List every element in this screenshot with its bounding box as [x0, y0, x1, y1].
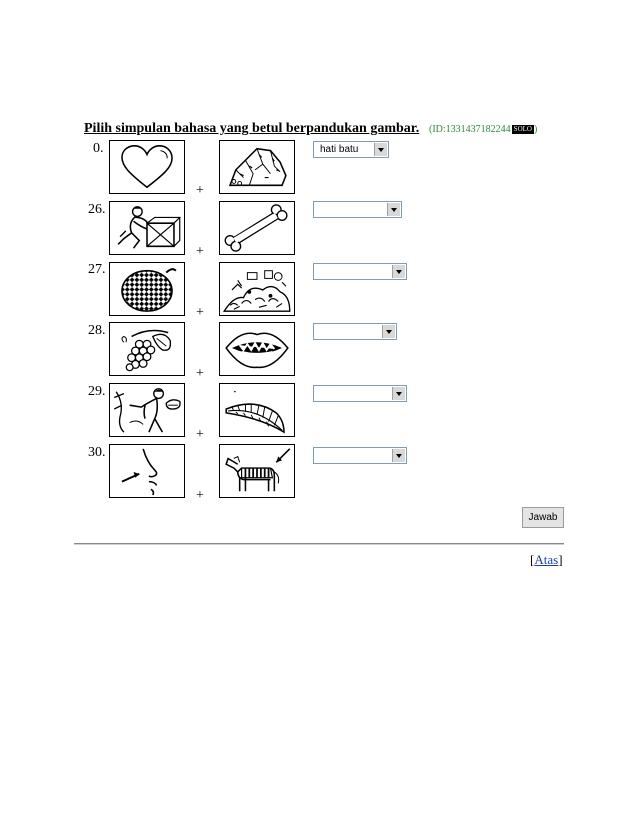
item-number: 30.	[88, 445, 106, 460]
chevron-down-icon[interactable]	[392, 265, 405, 278]
back-to-top	[530, 552, 563, 568]
divider	[74, 543, 564, 545]
bone-icon	[219, 201, 295, 255]
grapes-icon	[109, 322, 185, 376]
banana-leaf-icon	[219, 383, 295, 437]
back-to-top-link[interactable]: Atas	[534, 552, 559, 567]
question-id-close: )	[533, 124, 538, 135]
question-title: Pilih simpulan bahasa yang betul berpandukan gambar.	[84, 121, 420, 136]
answer-select[interactable]	[313, 201, 402, 218]
plus-sign: +	[196, 305, 204, 320]
answer-select[interactable]	[313, 263, 407, 280]
plus-sign: +	[196, 427, 204, 442]
chevron-down-icon[interactable]	[387, 203, 400, 216]
item-number: 27.	[88, 262, 106, 277]
chevron-down-icon[interactable]	[374, 143, 387, 156]
nose-icon	[109, 444, 185, 498]
select-value: hati batu	[320, 144, 359, 155]
question-id-text: (ID:1331437182244	[429, 124, 511, 135]
bracket-close: ]	[558, 552, 563, 567]
question-id	[429, 124, 537, 135]
zebra-icon	[219, 444, 295, 498]
man-lifting-box-icon	[109, 201, 185, 255]
item-number: 26.	[88, 202, 106, 217]
plus-sign: +	[196, 183, 204, 198]
plus-sign: +	[196, 488, 204, 503]
chevron-down-icon[interactable]	[392, 387, 405, 400]
rubbish-pile-icon	[219, 262, 295, 316]
answer-select[interactable]	[313, 141, 389, 158]
answer-select[interactable]	[313, 323, 397, 340]
item-number: 0.	[93, 141, 104, 156]
rock-icon	[219, 140, 295, 194]
heart-icon	[109, 140, 185, 194]
answer-select[interactable]	[313, 385, 407, 402]
mouth-icon	[219, 322, 295, 376]
answer-select[interactable]	[313, 447, 407, 464]
chevron-down-icon[interactable]	[382, 325, 395, 338]
question-id-tag[interactable]: SOLO	[513, 125, 532, 134]
bracket-open: [	[530, 552, 535, 567]
item-number: 28.	[88, 323, 106, 338]
item-number: 29.	[88, 384, 106, 399]
man-with-basket-icon	[109, 383, 185, 437]
plus-sign: +	[196, 366, 204, 381]
chevron-down-icon[interactable]	[392, 449, 405, 462]
plus-sign: +	[196, 244, 204, 259]
submit-button[interactable]: Jawab	[522, 507, 564, 528]
durian-icon	[109, 262, 185, 316]
